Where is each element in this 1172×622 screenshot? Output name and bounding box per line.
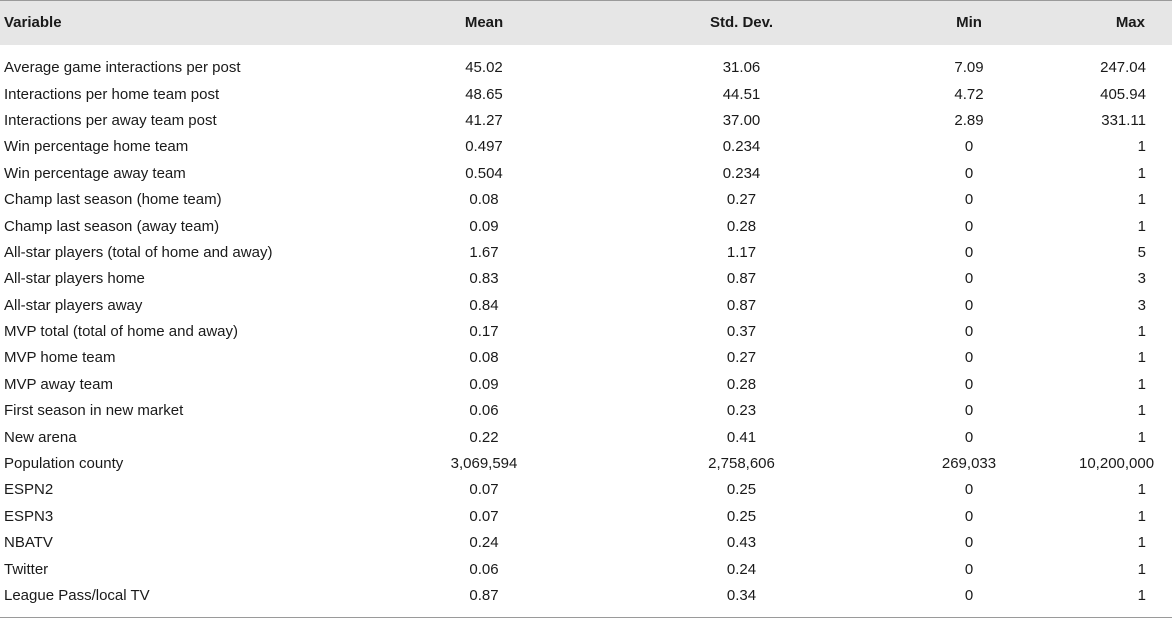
- table-row: [0, 186, 1172, 212]
- cell-std-dev: 0.28: [726, 217, 757, 235]
- cell-min: 0: [964, 428, 974, 446]
- cell-max: 3: [1137, 270, 1146, 288]
- cell-max: 1: [1137, 402, 1146, 420]
- cell-variable: All-star players home: [4, 270, 145, 288]
- cell-std-dev: 0.234: [722, 138, 761, 156]
- cell-std-dev: 44.51: [722, 85, 761, 103]
- cell-variable: ESPN2: [4, 481, 54, 499]
- cell-std-dev: 0.43: [726, 534, 757, 552]
- table-row: [0, 213, 1172, 239]
- cell-std-dev: 31.06: [722, 59, 761, 77]
- cell-max: 10,200,000: [1079, 455, 1155, 473]
- cell-mean: 1.67: [469, 243, 499, 261]
- cell-max: 1: [1137, 481, 1146, 499]
- cell-max: 1: [1137, 507, 1146, 525]
- table-row: [0, 424, 1172, 450]
- cell-min: 0: [964, 587, 974, 604]
- cell-max: 405.94: [1100, 85, 1146, 103]
- spacer-cell: [0, 45, 1172, 55]
- cell-min: 0: [964, 164, 974, 182]
- table-row: [0, 266, 1172, 292]
- cell-min: 0: [964, 560, 974, 578]
- header-row: [0, 1, 1172, 45]
- cell-variable: Champ last season (home team): [4, 191, 222, 209]
- cell-std-dev: 0.28: [726, 375, 757, 393]
- table-row: [0, 371, 1172, 397]
- cell-variable: Average game interactions per post: [4, 59, 241, 77]
- cell-variable: Interactions per home team post: [4, 85, 220, 103]
- cell-std-dev: 0.41: [726, 428, 757, 446]
- cell-variable: All-star players away: [4, 296, 143, 314]
- cell-variable: First season in new market: [4, 402, 184, 420]
- cell-max: 1: [1137, 217, 1146, 235]
- cell-max: 247.04: [1100, 59, 1146, 77]
- cell-max: 1: [1137, 534, 1146, 552]
- cell-min: 0: [964, 481, 974, 499]
- cell-max: 331.11: [1101, 111, 1146, 129]
- cell-std-dev: 0.34: [726, 587, 757, 604]
- cell-max: 1: [1137, 375, 1146, 393]
- cell-mean: 3,069,594: [450, 455, 518, 473]
- cell-mean: 0.08: [469, 191, 499, 209]
- cell-mean: 0.504: [465, 164, 503, 182]
- cell-variable: Interactions per away team post: [4, 111, 217, 129]
- header-std-dev: Std. Dev.: [624, 1, 859, 45]
- cell-min: 0: [964, 402, 974, 420]
- cell-std-dev: 0.87: [726, 270, 757, 288]
- table-row: [0, 160, 1172, 186]
- cell-variable: All-star players (total of home and away): [4, 243, 273, 261]
- cell-min: 269,033: [941, 455, 997, 473]
- cell-min: 4.72: [954, 85, 984, 103]
- cell-variable: Champ last season (away team): [4, 217, 220, 235]
- cell-mean: 0.07: [469, 507, 499, 525]
- table-header: [0, 1, 1172, 45]
- cell-min: 0: [964, 534, 974, 552]
- cell-mean: 0.84: [469, 296, 499, 314]
- table-row: [0, 556, 1172, 582]
- header-variable: Variable: [0, 1, 344, 45]
- cell-variable: MVP home team: [4, 349, 116, 367]
- cell-variable: Win percentage home team: [4, 138, 189, 156]
- table-row: [0, 530, 1172, 556]
- cell-mean: 0.497: [465, 138, 503, 156]
- cell-min: 0: [964, 243, 974, 261]
- cell-max: 1: [1137, 164, 1146, 182]
- cell-std-dev: 0.27: [726, 349, 757, 367]
- header-mean: Mean: [344, 1, 624, 45]
- cell-mean: 0.83: [469, 270, 499, 288]
- cell-max: 1: [1137, 138, 1146, 156]
- cell-mean: 48.65: [465, 85, 503, 103]
- cell-max: 3: [1137, 296, 1146, 314]
- cell-mean: 0.87: [469, 587, 499, 604]
- cell-mean: 0.06: [469, 402, 499, 420]
- bottom-rule-cell: [0, 609, 1172, 618]
- table-row: [0, 81, 1172, 107]
- cell-variable: Win percentage away team: [4, 164, 186, 182]
- cell-std-dev: 0.37: [726, 323, 757, 341]
- header-min: Min: [859, 1, 1079, 45]
- cell-mean: 0.22: [469, 428, 499, 446]
- cell-variable: MVP away team: [4, 375, 113, 393]
- cell-mean: 45.02: [465, 59, 503, 77]
- table-bottom-rule: [0, 609, 1172, 618]
- cell-min: 0: [964, 191, 974, 209]
- cell-mean: 0.09: [469, 375, 499, 393]
- cell-std-dev: 0.25: [726, 507, 757, 525]
- cell-variable: ESPN3: [4, 507, 54, 525]
- cell-max: 1: [1137, 349, 1146, 367]
- cell-max: 5: [1137, 243, 1146, 261]
- cell-min: 0: [964, 507, 974, 525]
- cell-min: 7.09: [954, 59, 984, 77]
- cell-std-dev: 2,758,606: [708, 455, 775, 473]
- cell-max: 1: [1137, 323, 1146, 341]
- cell-std-dev: 0.24: [726, 560, 757, 578]
- cell-std-dev: 1.17: [726, 243, 757, 261]
- cell-mean: 0.17: [469, 323, 499, 341]
- header-max: Max: [1079, 1, 1172, 45]
- cell-variable: New arena: [4, 428, 77, 446]
- cell-mean: 0.08: [469, 349, 499, 367]
- table-row: [0, 107, 1172, 133]
- cell-variable: Population county: [4, 455, 124, 473]
- cell-mean: 0.24: [469, 534, 499, 552]
- table-body: [0, 45, 1172, 618]
- table-row: [0, 477, 1172, 503]
- cell-mean: 0.07: [469, 481, 499, 499]
- cell-mean: 41.27: [465, 111, 503, 129]
- cell-mean: 0.06: [469, 560, 499, 578]
- cell-max: 1: [1137, 587, 1146, 604]
- cell-variable: League Pass/local TV: [4, 587, 150, 604]
- table-row: [0, 55, 1172, 81]
- cell-min: 0: [964, 323, 974, 341]
- cell-std-dev: 0.87: [726, 296, 757, 314]
- table-row: [0, 134, 1172, 160]
- table-row: [0, 398, 1172, 424]
- cell-mean: 0.09: [469, 217, 499, 235]
- table-row: [0, 450, 1172, 476]
- cell-min: 0: [964, 375, 974, 393]
- cell-std-dev: 0.25: [726, 481, 757, 499]
- cell-min: 0: [964, 270, 974, 288]
- cell-max: 1: [1137, 560, 1146, 578]
- cell-min: 0: [964, 349, 974, 367]
- cell-max: 1: [1137, 428, 1146, 446]
- cell-max: 1: [1137, 191, 1146, 209]
- cell-min: 0: [964, 296, 974, 314]
- cell-std-dev: 0.234: [722, 164, 761, 182]
- cell-min: 2.89: [954, 111, 984, 129]
- table-row: [0, 239, 1172, 265]
- cell-std-dev: 0.23: [726, 402, 757, 420]
- cell-variable: Twitter: [4, 560, 49, 578]
- cell-variable: NBATV: [4, 534, 53, 552]
- table-row: [0, 318, 1172, 344]
- cell-variable: MVP total (total of home and away): [4, 323, 239, 341]
- table-row: [0, 345, 1172, 371]
- header-spacer: [0, 45, 1172, 55]
- cell-std-dev: 0.27: [726, 191, 757, 209]
- table-row: [0, 503, 1172, 529]
- cell-min: 0: [964, 217, 974, 235]
- cell-min: 0: [964, 138, 974, 156]
- table-row: [0, 582, 1172, 608]
- table-row: [0, 292, 1172, 318]
- cell-std-dev: 37.00: [722, 111, 761, 129]
